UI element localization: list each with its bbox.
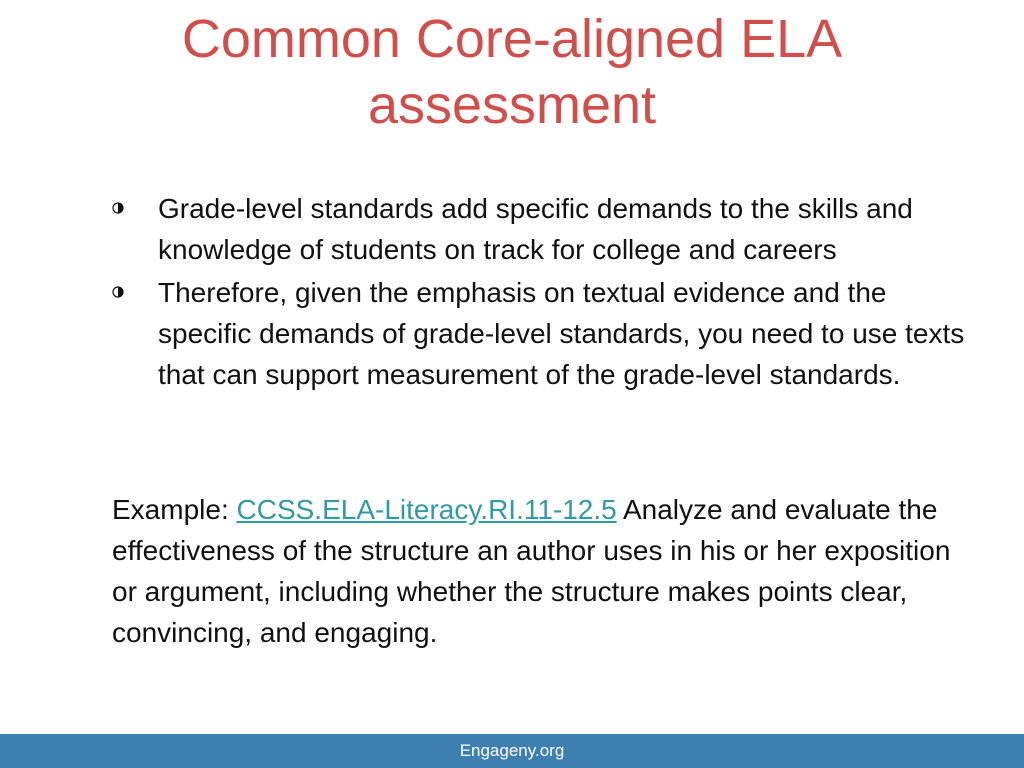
footer-source-label: Engageny.org <box>459 741 565 760</box>
title-line-2: assessment <box>367 75 657 135</box>
footer-bar <box>0 734 1024 768</box>
half-filled-circle-bullet-icon <box>112 202 124 214</box>
bullet-text: Grade-level standards add specific demands to the skills and knowledge of students on track for college and careers <box>158 193 913 265</box>
standard-link[interactable]: CCSS.ELA-Literacy.RI.11-12.5 <box>236 494 617 525</box>
title-line-1: Common Core-aligned ELA <box>181 9 843 69</box>
bullet-list <box>112 188 972 397</box>
example-prefix: Example: <box>112 494 237 525</box>
bullet-item <box>112 188 972 270</box>
bullet-text: Therefore, given the emphasis on textual evidence and the specific demands of grade-level standards, you need to use texts that can support measurement of the grade-level standards. <box>158 277 965 390</box>
bullet-item <box>112 272 972 395</box>
example-paragraph <box>112 489 957 653</box>
example-body: Analyze and evaluate the effectiveness of the structure an author uses in his or her exposition or argument, including whether the structure makes points clear, convincing, and engaging. <box>112 494 951 648</box>
half-filled-circle-bullet-icon <box>112 286 124 298</box>
slide-title <box>60 6 964 138</box>
